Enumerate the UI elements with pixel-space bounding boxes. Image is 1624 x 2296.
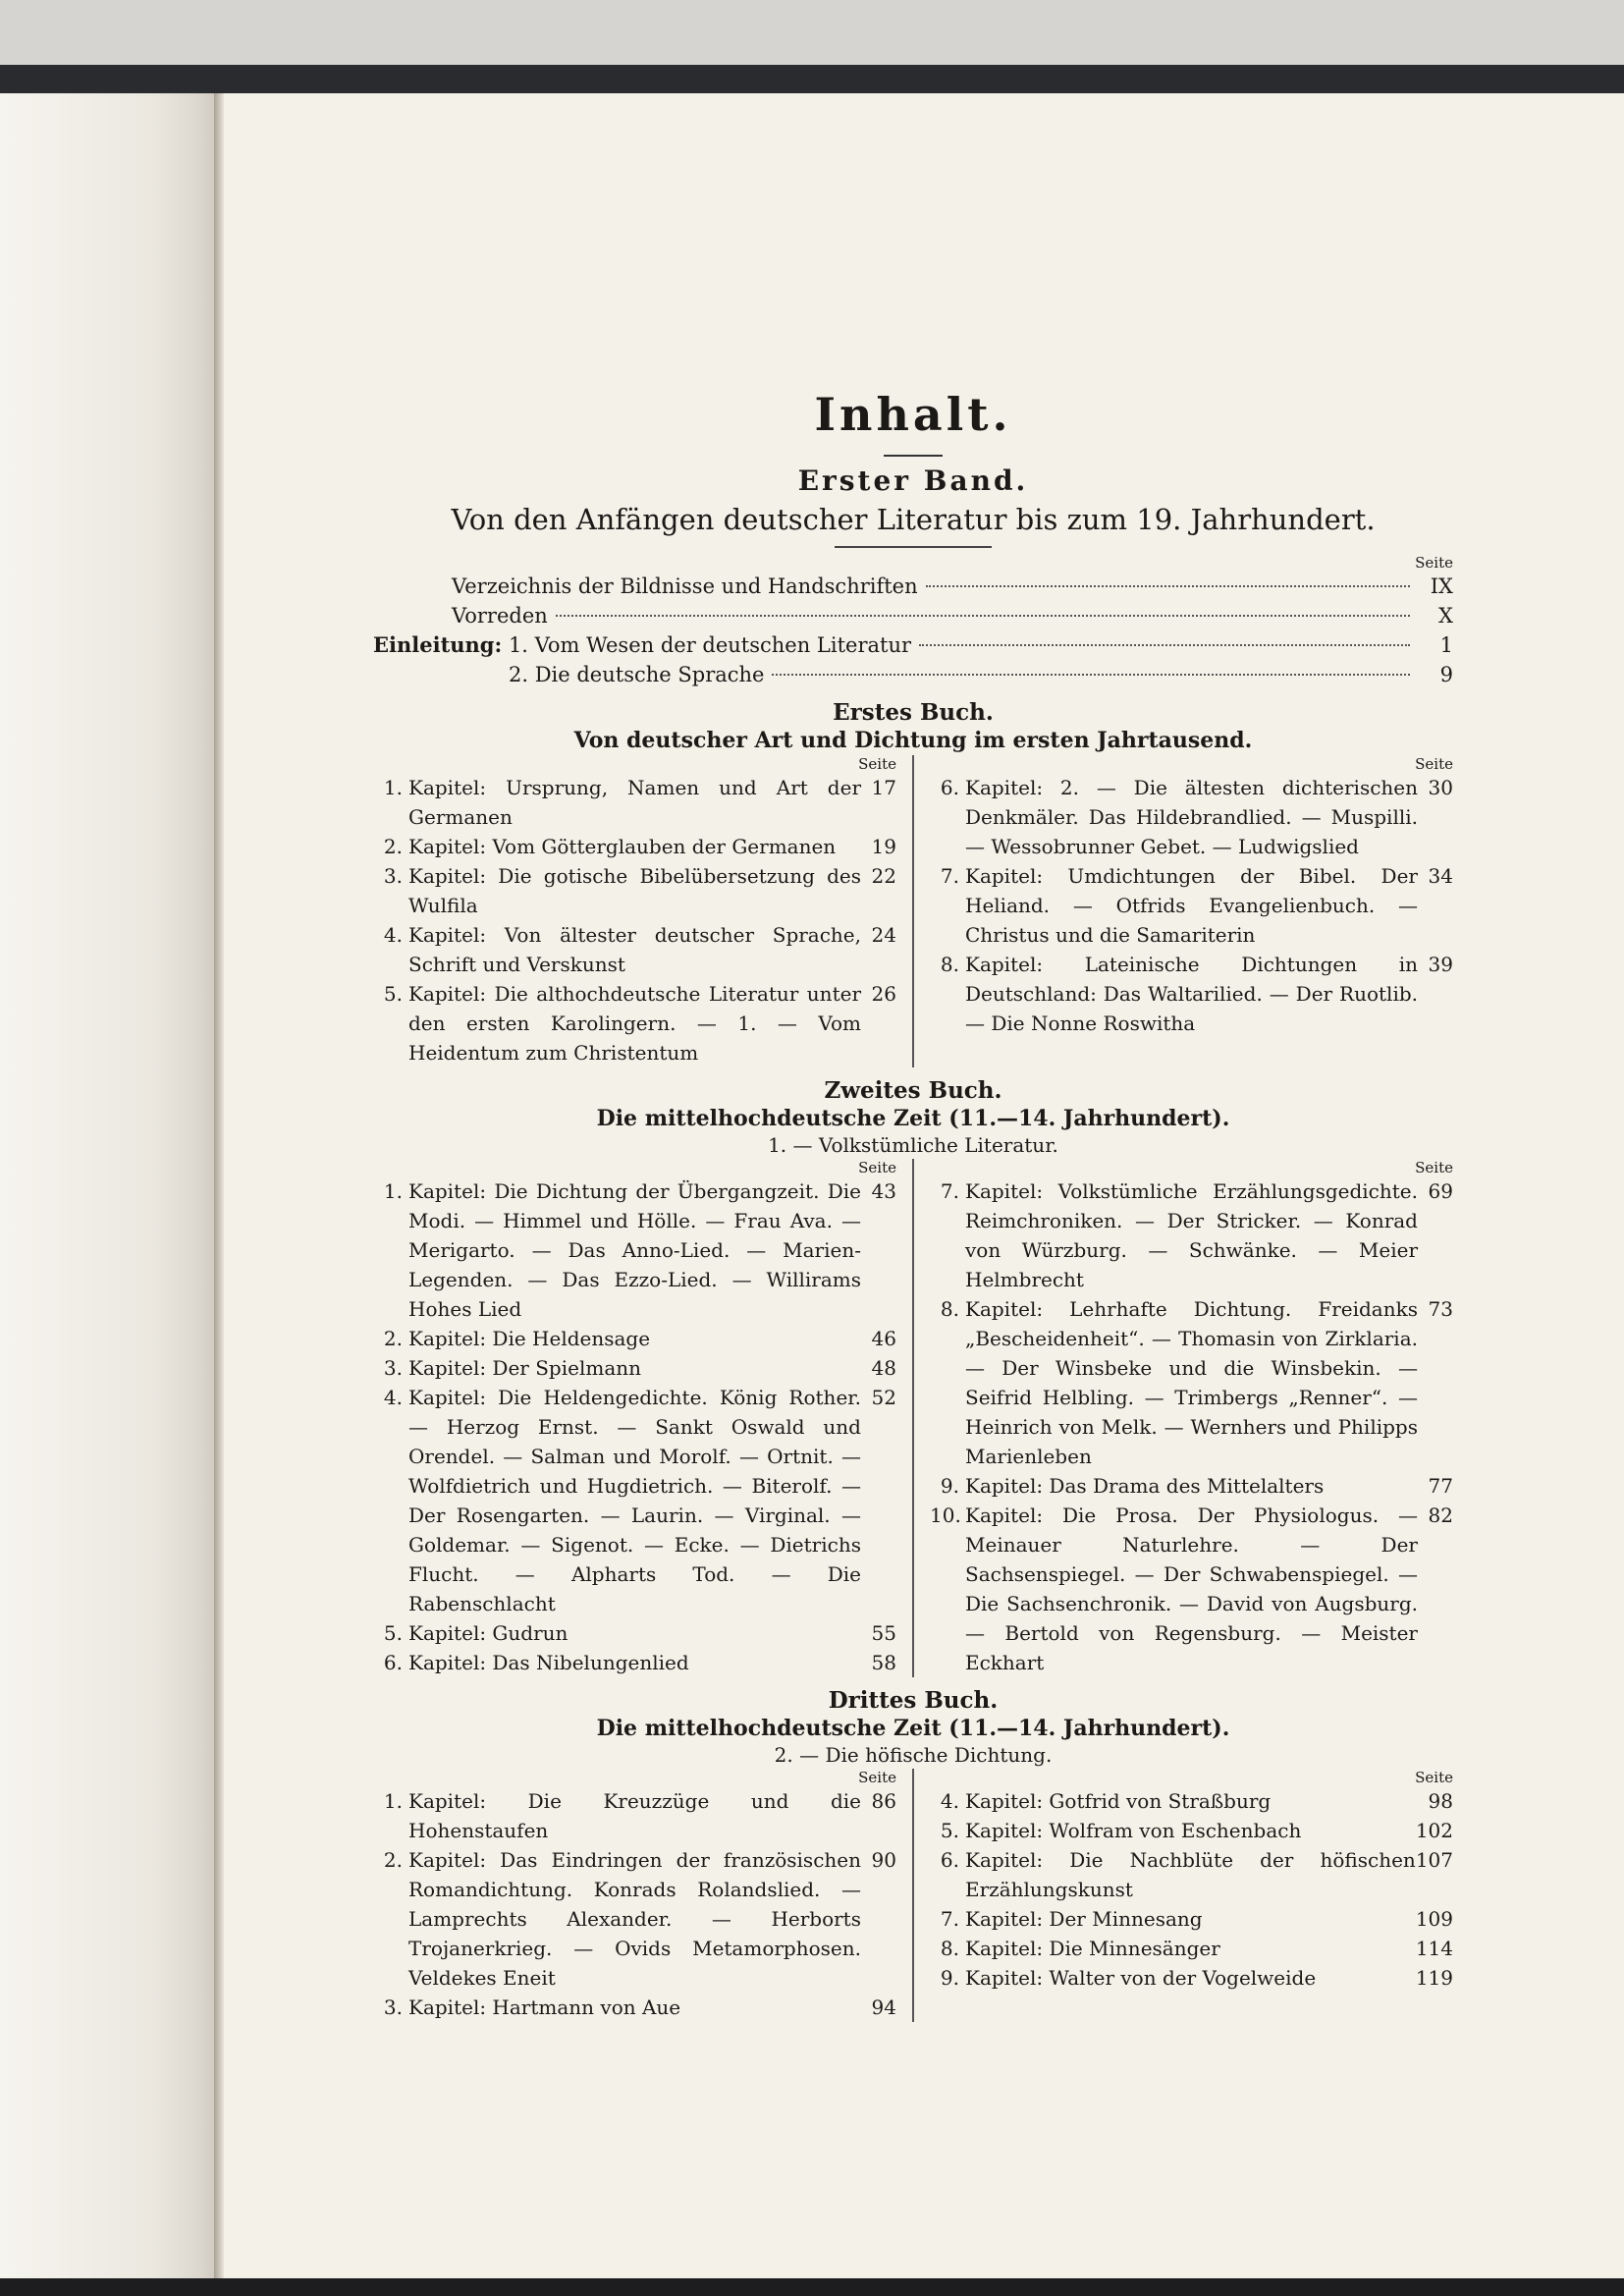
chapter-page: 43 bbox=[871, 1179, 896, 1203]
chapter-title: Kapitel: Gotfrid von Straßburg bbox=[965, 1789, 1272, 1813]
chapter-page: 39 bbox=[1428, 953, 1453, 976]
chapter-title: Kapitel: Die Kreuzzüge und die Hohenstaufen bbox=[408, 1789, 861, 1842]
chapter-entry bbox=[373, 979, 896, 1067]
chapter-page: 69 bbox=[1428, 1179, 1453, 1203]
chapter-page: 26 bbox=[871, 982, 896, 1006]
chapter-number: 4. bbox=[940, 1789, 959, 1813]
chapter-entry bbox=[373, 1845, 896, 1993]
chapter-number: 4. bbox=[383, 923, 403, 947]
page-column-label: Seite bbox=[858, 755, 896, 773]
chapter-entry bbox=[373, 1176, 896, 1324]
book-subtitle: Die mittelhochdeutsche Zeit (11.—14. Jahrhundert). bbox=[596, 1716, 1230, 1741]
chapter-title: Kapitel: Volkstümliche Erzählungsgedichte. Reimchroniken. — Der Stricker. — Konrad von Würzburg. — Schwänke. — Meier Helmbrecht bbox=[965, 1179, 1418, 1291]
chapter-number: 5. bbox=[940, 1819, 959, 1842]
page-column-label: Seite bbox=[1415, 755, 1453, 773]
book-page bbox=[0, 93, 1624, 2278]
page-column-label: Seite bbox=[1415, 1769, 1453, 1786]
volume-label: Erster Band. bbox=[797, 465, 1029, 497]
chapter-entry bbox=[373, 1993, 896, 2022]
chapter-number: 6. bbox=[383, 1651, 403, 1674]
chapter-title: Kapitel: Die Heldensage bbox=[408, 1327, 651, 1350]
chapter-number: 6. bbox=[940, 1848, 959, 1872]
chapter-entry bbox=[930, 950, 1453, 1038]
chapter-entry bbox=[373, 1618, 896, 1648]
chapter-number: 1. bbox=[383, 1179, 403, 1203]
chapter-number: 8. bbox=[940, 1937, 959, 1960]
chapter-number: 9. bbox=[940, 1966, 959, 1990]
chapter-page: 94 bbox=[871, 1995, 896, 2019]
chapter-entry bbox=[930, 1934, 1453, 1963]
chapter-columns bbox=[373, 755, 1453, 1067]
chapter-title: Kapitel: Das Eindringen der französischen Romandichtung. Konrads Rolandslied. — Lamprechts Alexander. — Herborts Trojanerkrieg. — Ovids Metamorphosen. Veldekes Eneit bbox=[408, 1848, 861, 1990]
chapter-page: 24 bbox=[871, 923, 896, 947]
chapter-title: Kapitel: Gudrun bbox=[408, 1621, 568, 1645]
chapter-title: Kapitel: Die Heldengedichte. König Rother. — Herzog Ernst. — Sankt Oswald und Orendel. — Salman und Morolf. — Ortnit. — Wolfdietrich und Hugdietrich. — Biterolf. — Der Rosengarten. — Laurin. — Virginal. — Goldemar. — Sigenot. — Ecke. — Dietrichs Flucht. — Alpharts Tod. — Die Rabenschlacht bbox=[408, 1386, 861, 1615]
toc-line: Vorreden X bbox=[452, 604, 1453, 628]
chapter-number: 1. bbox=[383, 1789, 403, 1813]
scan-background-bottom bbox=[0, 2278, 1624, 2296]
chapter-page: 52 bbox=[871, 1386, 896, 1409]
chapter-entry bbox=[373, 861, 896, 920]
chapter-page: 102 bbox=[1415, 1819, 1453, 1842]
chapter-title: Kapitel: Die Dichtung der Übergangzeit. Die Modi. — Himmel und Hölle. — Frau Ava. — Merigarto. — Das Anno-Lied. — Marien-Legenden. — Das Ezzo-Lied. — Willirams Hohes Lied bbox=[408, 1179, 861, 1321]
chapter-entry bbox=[373, 1648, 896, 1677]
chapter-title: Kapitel: Umdichtungen der Bibel. Der Heliand. — Otfrids Evangelienbuch. — Christus und die Samariterin bbox=[965, 864, 1418, 947]
chapter-page: 77 bbox=[1428, 1474, 1453, 1498]
chapter-number: 2. bbox=[383, 1848, 403, 1872]
chapter-entry bbox=[373, 1383, 896, 1618]
chapter-entry bbox=[930, 773, 1453, 861]
chapter-title: Kapitel: Die gotische Bibelübersetzung des Wulfila bbox=[408, 864, 861, 917]
chapter-page: 22 bbox=[871, 864, 896, 888]
chapter-title: Kapitel: Wolfram von Eschenbach bbox=[965, 1819, 1302, 1842]
chapter-page: 73 bbox=[1428, 1297, 1453, 1321]
chapter-column-left bbox=[373, 1159, 914, 1677]
chapter-entry bbox=[930, 1786, 1453, 1816]
book-section bbox=[373, 1687, 1453, 2022]
chapter-number: 7. bbox=[940, 1179, 959, 1203]
chapter-title: Kapitel: Die Nachblüte der höfischen Erzählungskunst bbox=[965, 1848, 1416, 1901]
chapter-entry bbox=[930, 1501, 1453, 1677]
scan-background-top bbox=[0, 0, 1624, 93]
table-of-contents bbox=[373, 388, 1453, 2022]
chapter-number: 3. bbox=[383, 1995, 403, 2019]
chapter-entry bbox=[930, 1816, 1453, 1845]
chapter-number: 6. bbox=[940, 776, 959, 799]
book-heading: Zweites Buch. bbox=[824, 1077, 1002, 1104]
chapter-number: 2. bbox=[383, 835, 403, 858]
chapter-entry bbox=[373, 773, 896, 832]
chapter-page: 98 bbox=[1428, 1789, 1453, 1813]
chapter-page: 90 bbox=[871, 1848, 896, 1872]
chapter-entry bbox=[930, 1963, 1453, 1993]
book-section bbox=[373, 699, 1453, 1067]
chapter-title: Kapitel: Lehrhafte Dichtung. Freidanks „Bescheidenheit“. — Thomasin von Zirklaria. — Der Winsbeke und die Winsbekin. — Seifrid Helbling. — Trimbergs „Renner“. — Heinrich von Melk. — Wernhers und Philipps Marienleben bbox=[965, 1297, 1418, 1468]
book-heading: Erstes Buch. bbox=[833, 699, 994, 726]
chapter-page: 58 bbox=[871, 1651, 896, 1674]
chapter-page: 114 bbox=[1415, 1937, 1453, 1960]
chapter-number: 2. bbox=[383, 1327, 403, 1350]
chapter-number: 7. bbox=[940, 1907, 959, 1931]
chapter-title: Kapitel: Die althochdeutsche Literatur unter den ersten Karolingern. — 1. — Vom Heidentum zum Christentum bbox=[408, 982, 861, 1065]
chapter-number: 1. bbox=[383, 776, 403, 799]
chapter-column-right bbox=[914, 755, 1453, 1067]
chapter-entry bbox=[930, 1471, 1453, 1501]
chapter-number: 3. bbox=[383, 864, 403, 888]
toc-line: Einleitung: 1. Vom Wesen der deutschen Literatur 1 bbox=[373, 630, 1453, 660]
chapter-page: 86 bbox=[871, 1789, 896, 1813]
chapter-number: 5. bbox=[383, 1621, 403, 1645]
chapter-title: Kapitel: Vom Götterglauben der Germanen bbox=[408, 835, 837, 858]
chapter-page: 30 bbox=[1428, 776, 1453, 799]
chapter-number: 4. bbox=[383, 1386, 403, 1409]
chapter-columns bbox=[373, 1769, 1453, 2022]
chapter-number: 5. bbox=[383, 982, 403, 1006]
chapter-number: 8. bbox=[940, 953, 959, 976]
chapter-page: 82 bbox=[1428, 1503, 1453, 1527]
chapter-entry bbox=[930, 1904, 1453, 1934]
chapter-page: 34 bbox=[1428, 864, 1453, 888]
chapter-entry bbox=[930, 1845, 1453, 1904]
chapter-column-left bbox=[373, 755, 914, 1067]
chapter-page: 19 bbox=[871, 835, 896, 858]
chapter-title: Kapitel: Lateinische Dichtungen in Deutschland: Das Waltarilied. — Der Ruotlib. — Die Nonne Roswitha bbox=[965, 953, 1418, 1035]
chapter-page: 17 bbox=[871, 776, 896, 799]
toc-line: Verzeichnis der Bildnisse und Handschriften IX bbox=[452, 574, 1453, 598]
chapter-entry bbox=[930, 861, 1453, 950]
toc-line: 2. Die deutsche Sprache 9 bbox=[509, 663, 1453, 686]
chapter-entry bbox=[373, 1324, 896, 1353]
front-matter bbox=[373, 572, 1453, 689]
chapter-entry bbox=[930, 1176, 1453, 1294]
chapter-column-left bbox=[373, 1769, 914, 2022]
page-column-label: Seite bbox=[858, 1159, 896, 1176]
chapter-page: 119 bbox=[1415, 1966, 1453, 1990]
book-part: 1. — Volkstümliche Literatur. bbox=[768, 1133, 1058, 1157]
chapter-entry bbox=[930, 1294, 1453, 1471]
divider bbox=[884, 455, 943, 457]
chapter-page: 46 bbox=[871, 1327, 896, 1350]
chapter-title: Kapitel: 2. — Die ältesten dichterischen Denkmäler. Das Hildebrandlied. — Muspilli. — Wessobrunner Gebet. — Ludwigslied bbox=[965, 776, 1418, 858]
chapter-number: 3. bbox=[383, 1356, 403, 1380]
introduction-label: Einleitung: bbox=[373, 632, 503, 657]
chapter-title: Kapitel: Das Nibelungenlied bbox=[408, 1651, 689, 1674]
chapter-title: Kapitel: Das Drama des Mittelalters bbox=[965, 1474, 1325, 1498]
chapter-title: Kapitel: Walter von der Vogelweide bbox=[965, 1966, 1317, 1990]
book-subtitle: Die mittelhochdeutsche Zeit (11.—14. Jahrhundert). bbox=[596, 1106, 1230, 1131]
chapter-number: 7. bbox=[940, 864, 959, 888]
chapter-entry bbox=[373, 832, 896, 861]
chapter-column-right bbox=[914, 1159, 1453, 1677]
chapter-title: Kapitel: Der Spielmann bbox=[408, 1356, 642, 1380]
chapter-title: Kapitel: Von ältester deutscher Sprache, Schrift und Verskunst bbox=[408, 923, 861, 976]
chapter-entry bbox=[373, 920, 896, 979]
chapter-page: 55 bbox=[871, 1621, 896, 1645]
chapter-page: 109 bbox=[1415, 1907, 1453, 1931]
chapter-entry bbox=[373, 1786, 896, 1845]
chapter-title: Kapitel: Hartmann von Aue bbox=[408, 1995, 681, 2019]
chapter-columns bbox=[373, 1159, 1453, 1677]
binding-edge bbox=[214, 93, 224, 2278]
page-gutter bbox=[0, 93, 220, 2278]
chapter-page: 48 bbox=[871, 1356, 896, 1380]
chapter-title: Kapitel: Die Prosa. Der Physiologus. — Meinauer Naturlehre. — Der Sachsenspiegel. — Der Schwabenspiegel. — Die Sachsenchronik. — David von Augsburg. — Bertold von Regensburg. — Meister Eckhart bbox=[965, 1503, 1418, 1674]
page-column-label: Seite bbox=[858, 1769, 896, 1786]
page-column-label: Seite bbox=[1415, 554, 1453, 572]
chapter-entry bbox=[373, 1353, 896, 1383]
chapter-number: 8. bbox=[940, 1297, 959, 1321]
divider bbox=[835, 546, 992, 548]
page-column-label: Seite bbox=[1415, 1159, 1453, 1176]
book-section bbox=[373, 1077, 1453, 1677]
chapter-number: 9. bbox=[940, 1474, 959, 1498]
chapter-title: Kapitel: Der Minnesang bbox=[965, 1907, 1203, 1931]
chapter-title: Kapitel: Die Minnesänger bbox=[965, 1937, 1220, 1960]
book-part: 2. — Die höfische Dichtung. bbox=[774, 1743, 1053, 1767]
chapter-column-right bbox=[914, 1769, 1453, 2022]
book-heading: Drittes Buch. bbox=[828, 1687, 999, 1714]
books-container bbox=[373, 699, 1453, 2022]
book-subtitle: Von deutscher Art und Dichtung im ersten Jahrtausend. bbox=[573, 728, 1253, 753]
chapter-page: 107 bbox=[1415, 1848, 1453, 1872]
page-title: Inhalt. bbox=[814, 388, 1012, 441]
chapter-title: Kapitel: Ursprung, Namen und Art der Germanen bbox=[408, 776, 861, 829]
volume-subtitle: Von den Anfängen deutscher Literatur bis zum 19. Jahrhundert. bbox=[451, 503, 1376, 536]
chapter-number: 10. bbox=[930, 1503, 961, 1527]
